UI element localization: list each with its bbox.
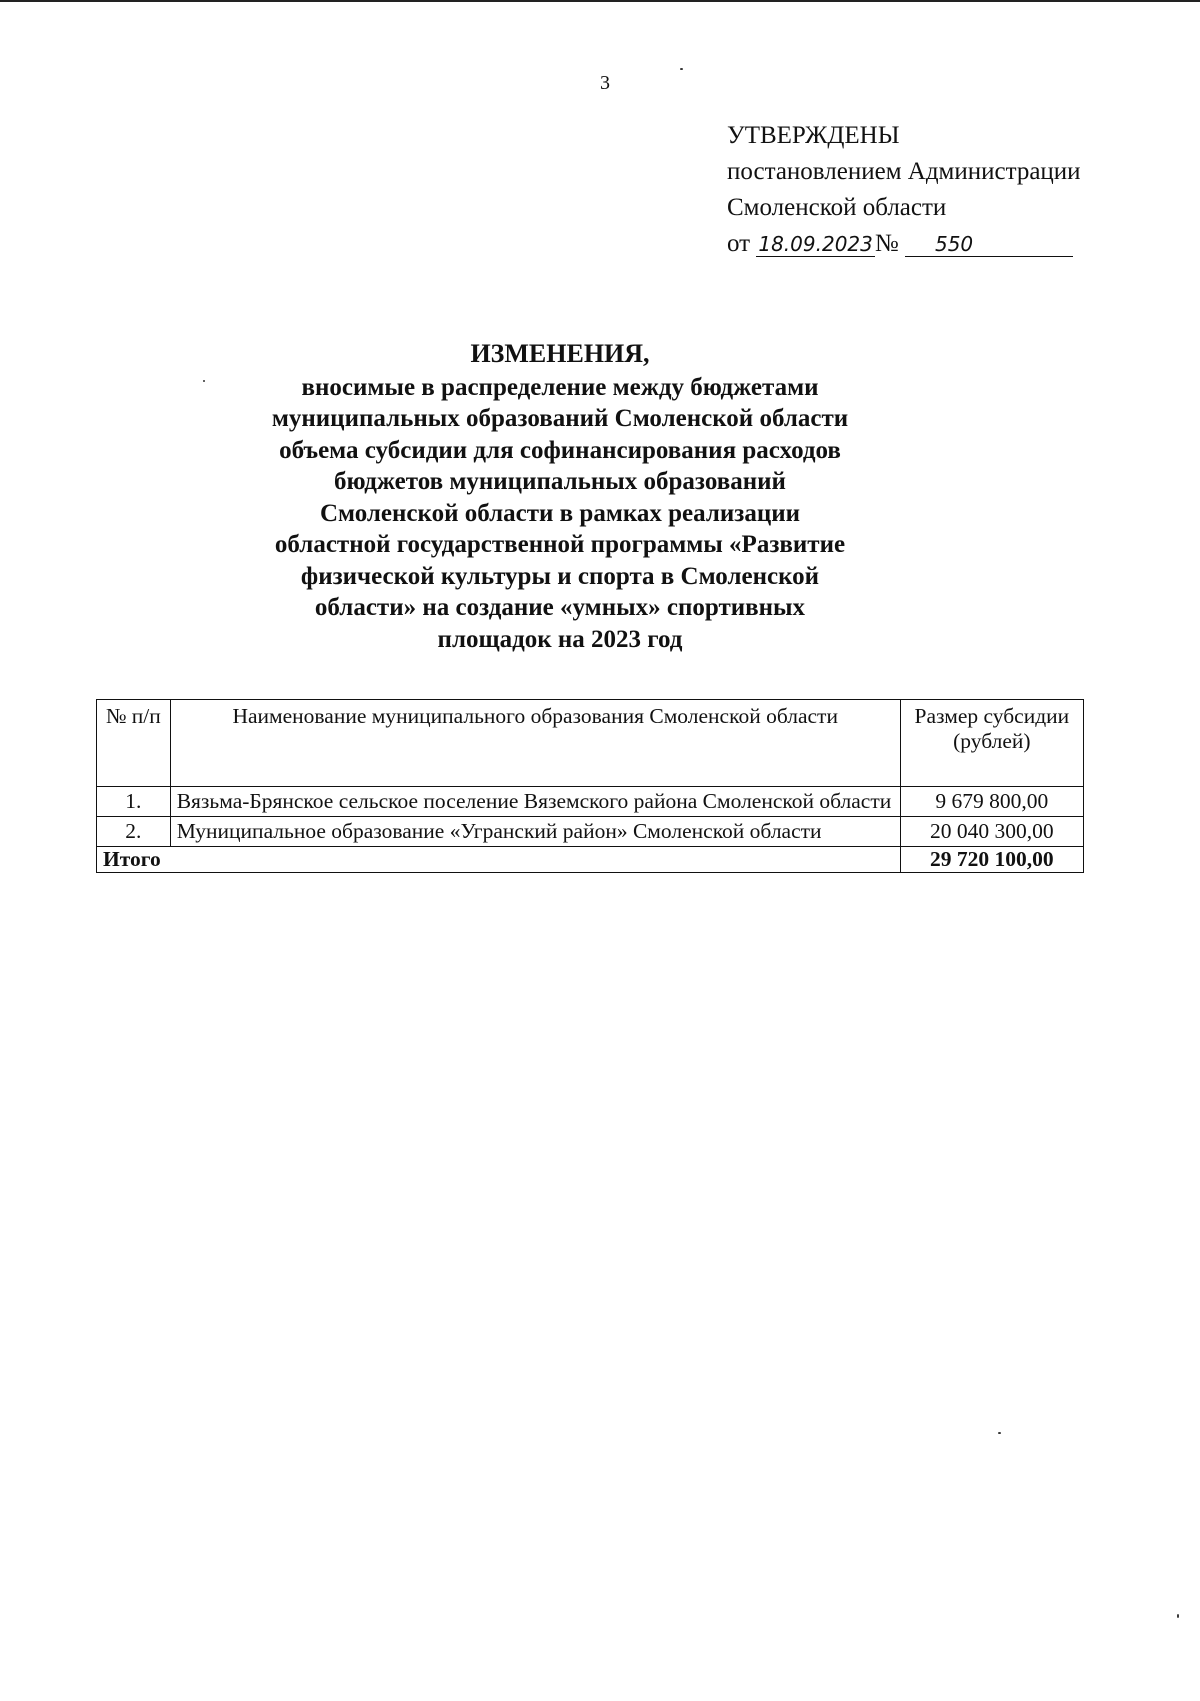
title-line: Смоленской области в рамках реализации [319, 499, 801, 527]
total-label: Итого [97, 847, 901, 873]
title-line: физической культуры и спорта в Смоленской [300, 562, 820, 590]
subsidy-table [96, 699, 1084, 873]
date-prefix: от [727, 230, 751, 257]
title-heading: ИЗМЕНЕНИЯ, [470, 339, 650, 368]
number-prefix: № [874, 230, 899, 257]
total-amount: 29 720 100,00 [900, 847, 1083, 873]
table-row [97, 787, 1084, 817]
scan-speck [680, 68, 683, 70]
title-line: вносимые в распределение между бюджетами [301, 373, 819, 401]
title-line: площадок на 2023 год [437, 625, 683, 653]
header-num: № п/п [97, 700, 171, 787]
title-line: бюджетов муниципальных образований [334, 468, 786, 495]
approval-heading: УТВЕРЖДЕНЫ [727, 122, 900, 149]
row-name: Муниципальное образование «Угранский район» Смоленской области [170, 817, 900, 847]
approval-region: Смоленской области [727, 194, 947, 221]
row-amount: 9 679 800,00 [900, 787, 1083, 817]
top-border-line [0, 0, 1200, 2]
row-num: 2. [97, 817, 171, 847]
scan-speck [203, 380, 205, 382]
title-line: областной государственной программы «Развитие [274, 531, 846, 558]
title-line: объема субсидии для софинансирования расходов [279, 436, 841, 464]
page-number: 3 [600, 72, 610, 94]
table-header-row [97, 700, 1084, 787]
scan-speck [998, 1432, 1001, 1434]
approval-date-line [727, 226, 1081, 262]
title-line: области» на создание «умных» спортивных [314, 594, 806, 621]
header-amount: Размер субсидии (рублей) [900, 700, 1083, 787]
approval-stamp-block [727, 118, 1081, 262]
title-line: муниципальных образований Смоленской области [271, 405, 849, 432]
handwritten-date: 18.09.2023 [758, 232, 873, 256]
table-row [97, 817, 1084, 847]
table-total-row [97, 847, 1084, 873]
row-num: 1. [97, 787, 171, 817]
document-title [200, 338, 920, 655]
scan-speck [1177, 1614, 1179, 1618]
row-amount: 20 040 300,00 [900, 817, 1083, 847]
header-name: Наименование муниципального образования Смоленской области [170, 700, 900, 787]
approval-issuer: постановлением Администрации [727, 158, 1081, 185]
handwritten-number: 550 [905, 232, 1073, 257]
row-name: Вязьма-Брянское сельское поселение Вяземского района Смоленской области [170, 787, 900, 817]
